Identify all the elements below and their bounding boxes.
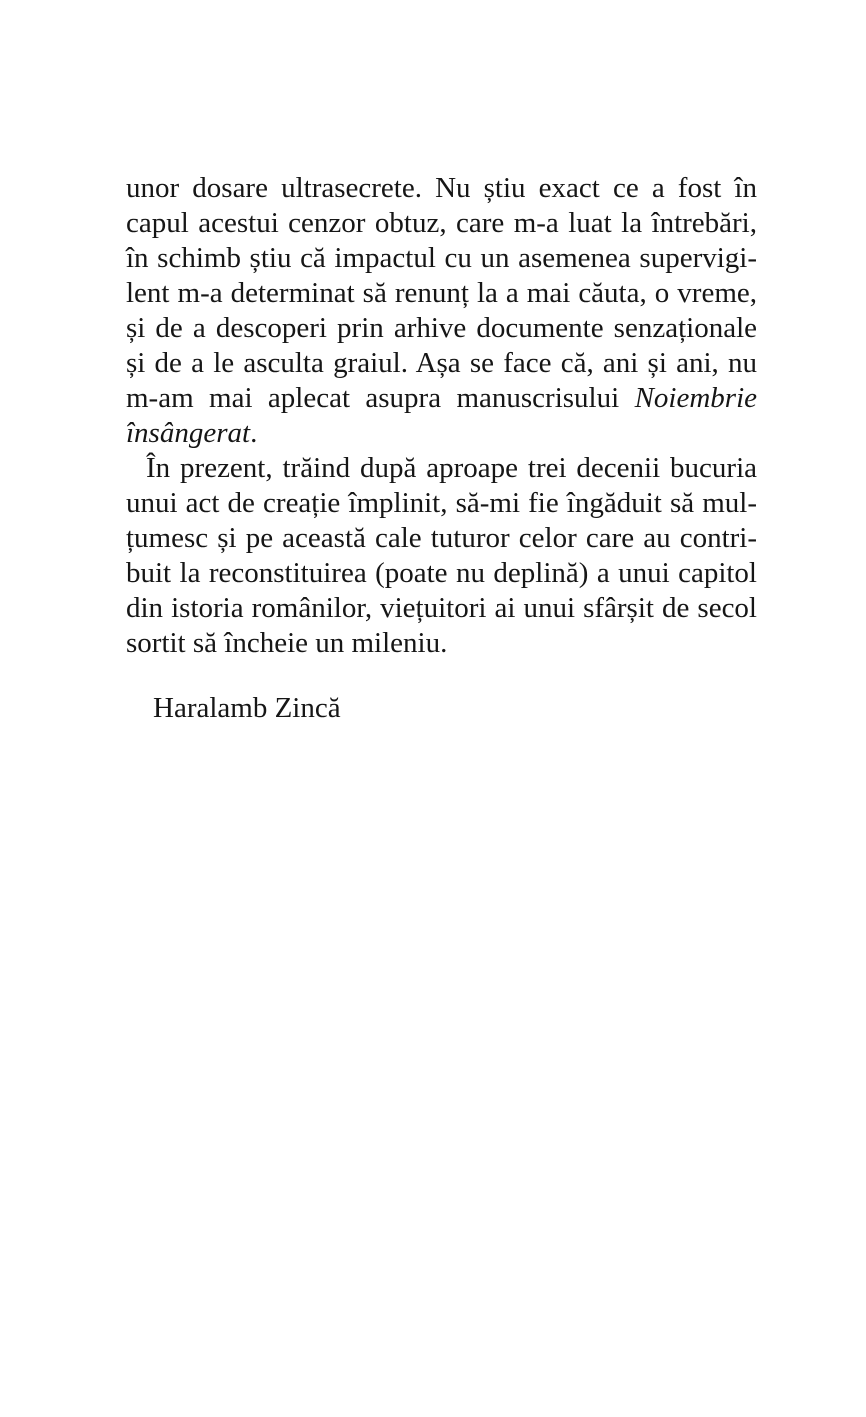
text-line: sortit să încheie un mileniu. xyxy=(126,627,448,659)
text-run: . xyxy=(250,417,258,449)
page-text xyxy=(126,171,757,726)
text-line: și de a le asculta graiul. Așa se face că, ani și ani, nu xyxy=(126,347,757,379)
blank-line xyxy=(126,661,757,691)
text-line xyxy=(126,381,757,416)
text-line: țumesc și pe această cale tuturor celor care au contri- xyxy=(126,522,757,554)
text-line: din istoria românilor, viețuitori ai unui sfârșit de secol xyxy=(126,592,757,624)
text-line: capul acestui cenzor obtuz, care m-a luat la întrebări, xyxy=(126,207,757,239)
text-run: m-am mai aplecat asupra manuscrisului xyxy=(126,382,635,414)
text-line: unui act de creație împlinit, să-mi fie îngăduit să mul- xyxy=(126,487,757,519)
text-line: lent m-a determinat să renunț la a mai căuta, o vreme, xyxy=(126,277,757,309)
text-line: unor dosare ultrasecrete. Nu știu exact ce a fost în xyxy=(126,172,757,204)
book-title-italic: însângerat xyxy=(126,417,251,449)
text-line: și de a descoperi prin arhive documente senzaționale xyxy=(126,312,757,344)
text-line xyxy=(126,416,757,451)
text-line: buit la reconstituirea (poate nu deplină) a unui capitol xyxy=(126,557,757,589)
book-title-italic: Noiembrie xyxy=(634,382,757,414)
text-line: în schimb știu că impactul cu un asemenea supervigi- xyxy=(126,242,757,274)
author-signature: Haralamb Zincă xyxy=(153,692,341,724)
text-line: În prezent, trăind după aproape trei decenii bucuria xyxy=(146,452,757,484)
